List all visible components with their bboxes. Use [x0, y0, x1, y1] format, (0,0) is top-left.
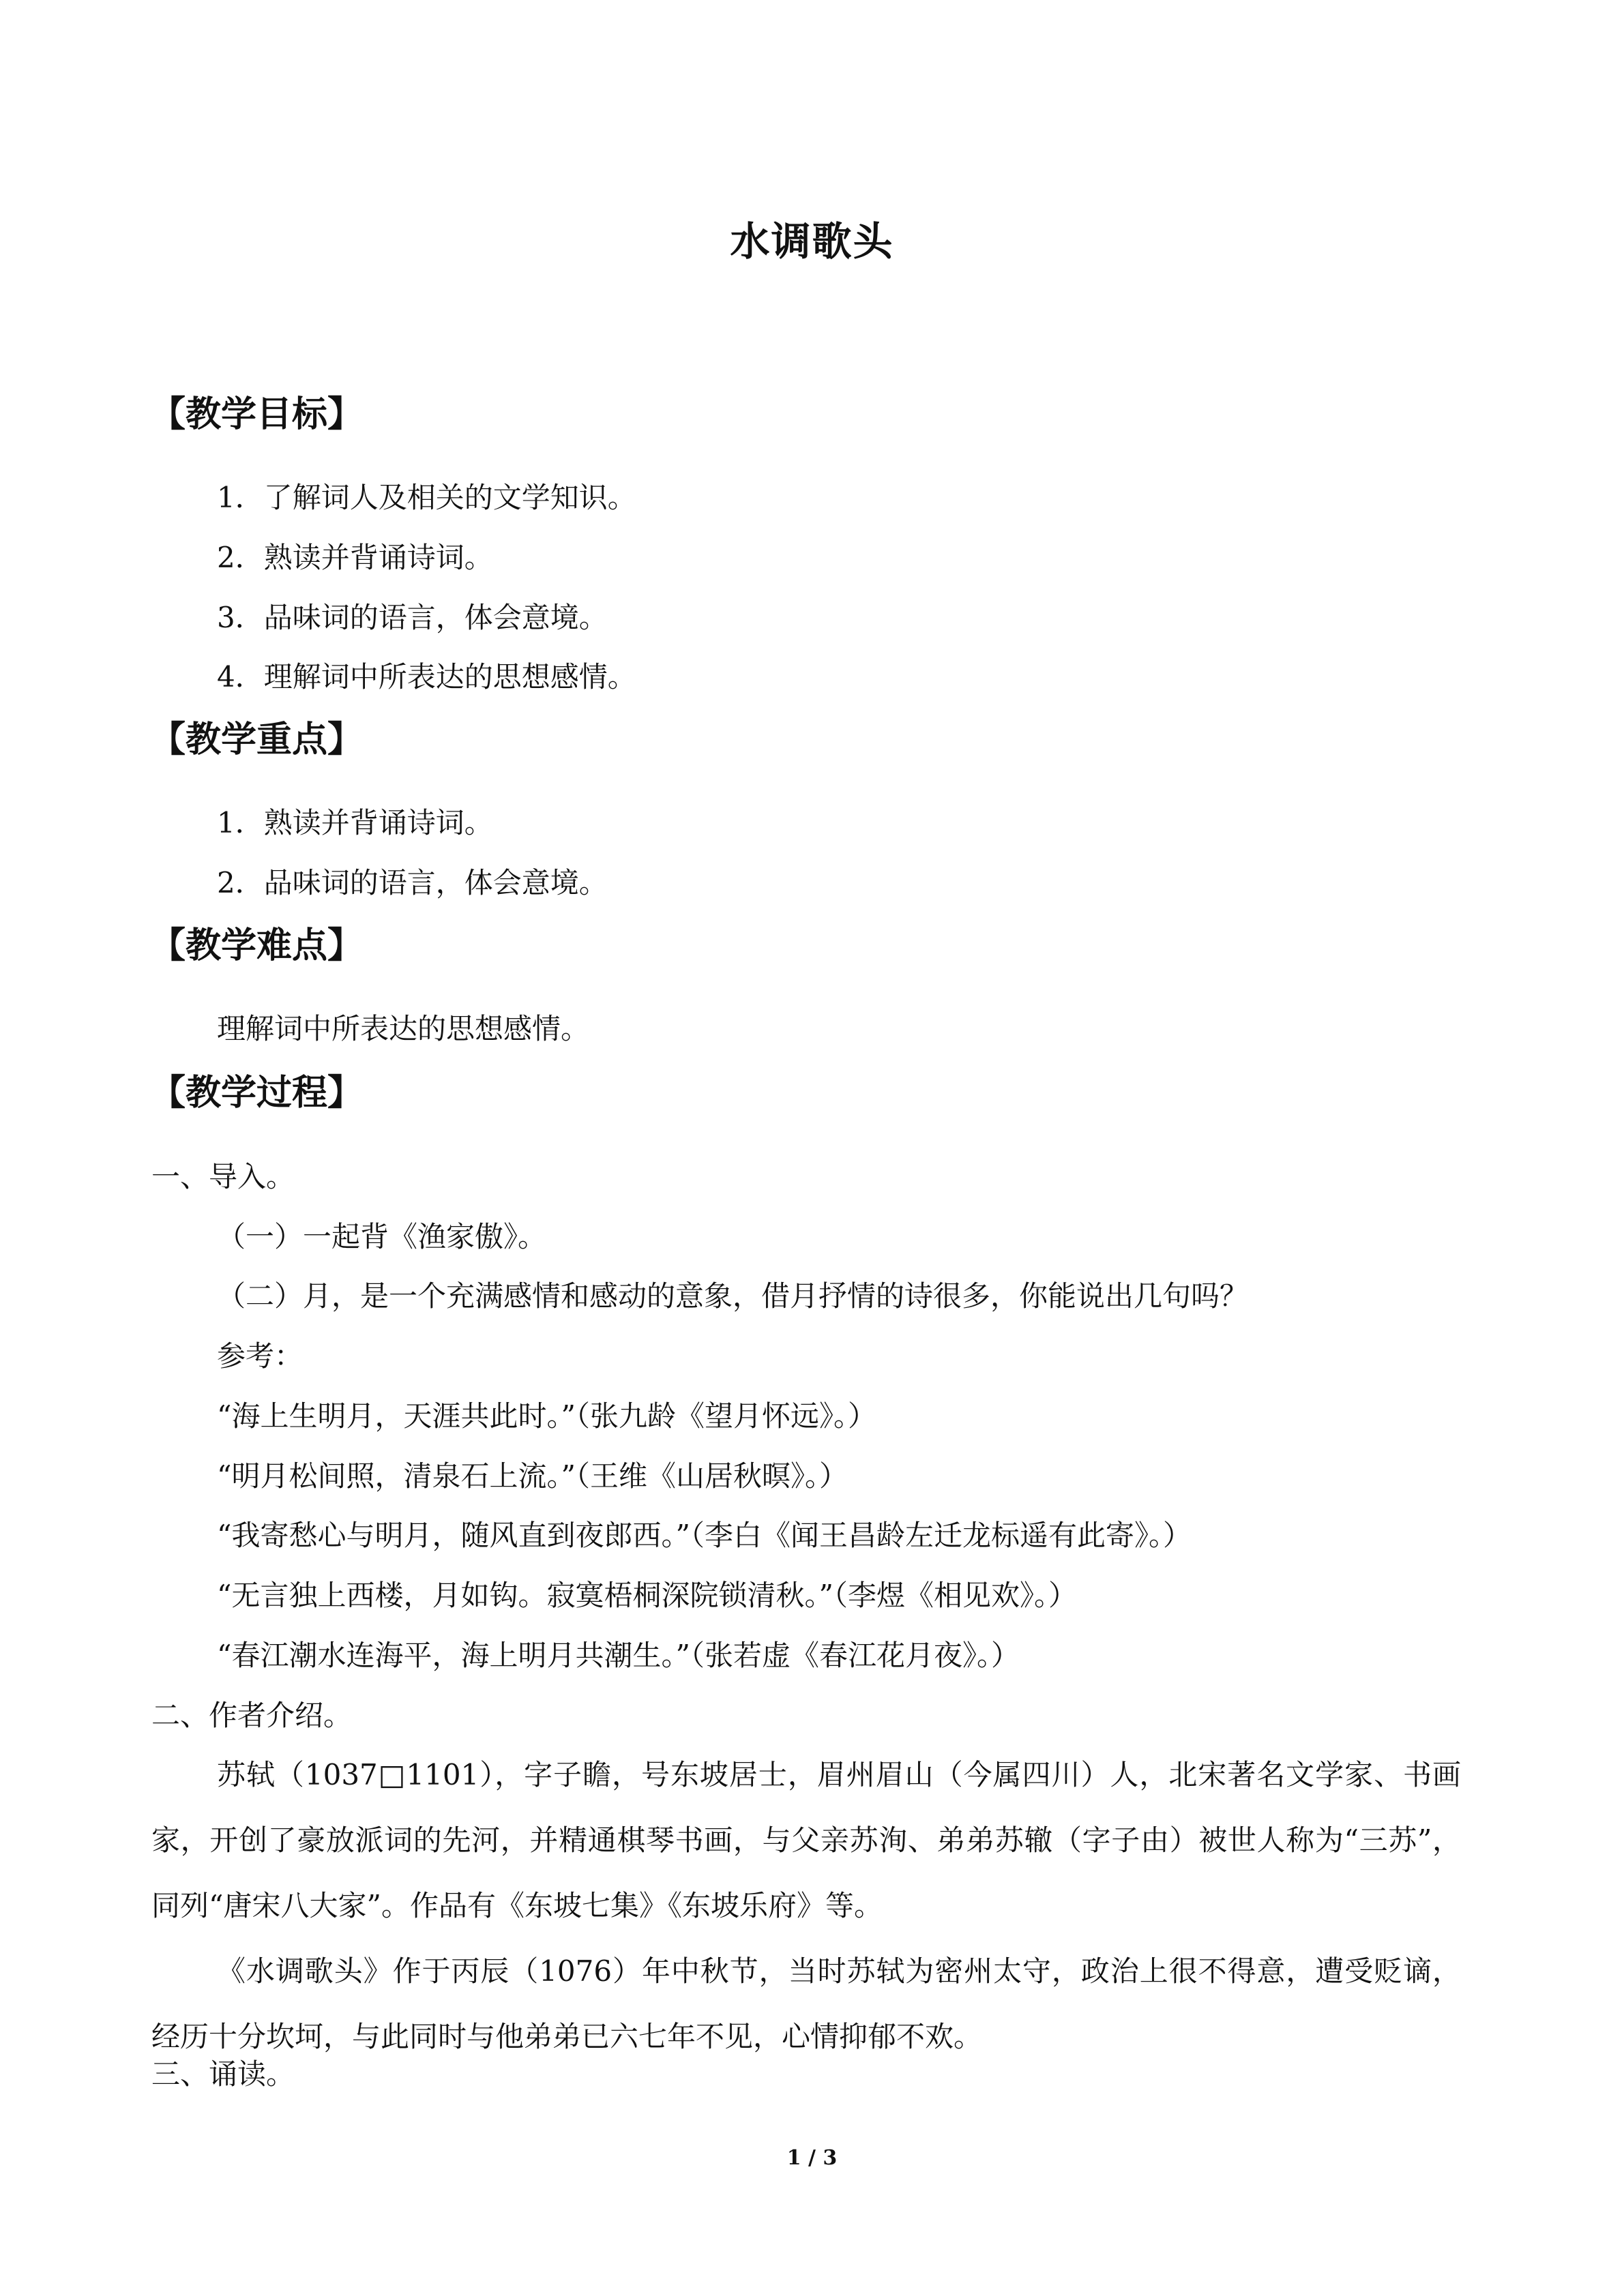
section-title-recite: 三、诵读。 [151, 2057, 295, 2091]
poem-quote: “我寄愁心与明月，随风直到夜郎西。”（李白《闻王昌龄左迁龙标遥有此寄》。） [217, 1519, 1192, 1552]
objectives-heading: 【教学目标】 [150, 394, 364, 435]
process-heading: 【教学过程】 [150, 1073, 364, 1114]
objective-item: 3．品味词的语言，体会意境。 [217, 601, 608, 634]
page-number: 1 / 3 [786, 2146, 838, 2170]
key-points-heading: 【教学重点】 [150, 719, 364, 760]
objective-item: 4．理解词中所表达的思想感情。 [217, 660, 636, 694]
difficulties-text: 理解词中所表达的思想感情。 [217, 1012, 590, 1045]
section-title-author: 二、作者介绍。 [151, 1699, 353, 1732]
intro-line: 参考： [217, 1339, 304, 1373]
page-title: 水调歌头 [730, 218, 894, 265]
background-paragraph: 《水调歌头》作于丙辰（1076）年中秋节，当时苏轼为密州太守，政治上很不得意，遭受贬谪，经历十分坎坷，与此同时与他弟弟已六七年不见，心情抑郁不欢。 [151, 1954, 1461, 2053]
poem-quote: “海上生明月，天涯共此时。”（张九龄《望月怀远》。） [217, 1399, 876, 1433]
difficulties-heading: 【教学难点】 [150, 925, 364, 966]
intro-line: （一）一起背《渔家傲》。 [217, 1220, 547, 1253]
poem-quote: “明月松间照，清泉石上流。”（王维《山居秋暝》。） [217, 1459, 848, 1493]
key-point-item: 2．品味词的语言，体会意境。 [217, 866, 608, 899]
poem-quote: “春江潮水连海平，海上明月共潮生。”（张若虚《春江花月夜》。） [217, 1639, 1020, 1672]
objective-item: 2．熟读并背诵诗词。 [217, 541, 493, 574]
author-paragraph: 苏轼（1037□1101），字子瞻，号东坡居士，眉州眉山（今属四川）人，北宋著名文学家、书画家，开创了豪放派词的先河，并精通棋琴书画，与父亲苏洵、弟弟苏辙（字子由）被世人称为“三苏”，同列“唐宋八大家”。作品有《东坡七集》《东坡乐府》等。 [151, 1758, 1461, 1922]
objective-item: 1．了解词人及相关的文学知识。 [217, 481, 636, 514]
section-title-intro: 一、导入。 [151, 1160, 295, 1193]
key-point-item: 1．熟读并背诵诗词。 [217, 806, 493, 839]
poem-quote: “无言独上西楼，月如钩。寂寞梧桐深院锁清秋。”（李煜《相见欢》。） [217, 1579, 1077, 1612]
intro-line: （二）月，是一个充满感情和感动的意象，借月抒情的诗很多，你能说出几句吗？ [217, 1279, 1249, 1313]
